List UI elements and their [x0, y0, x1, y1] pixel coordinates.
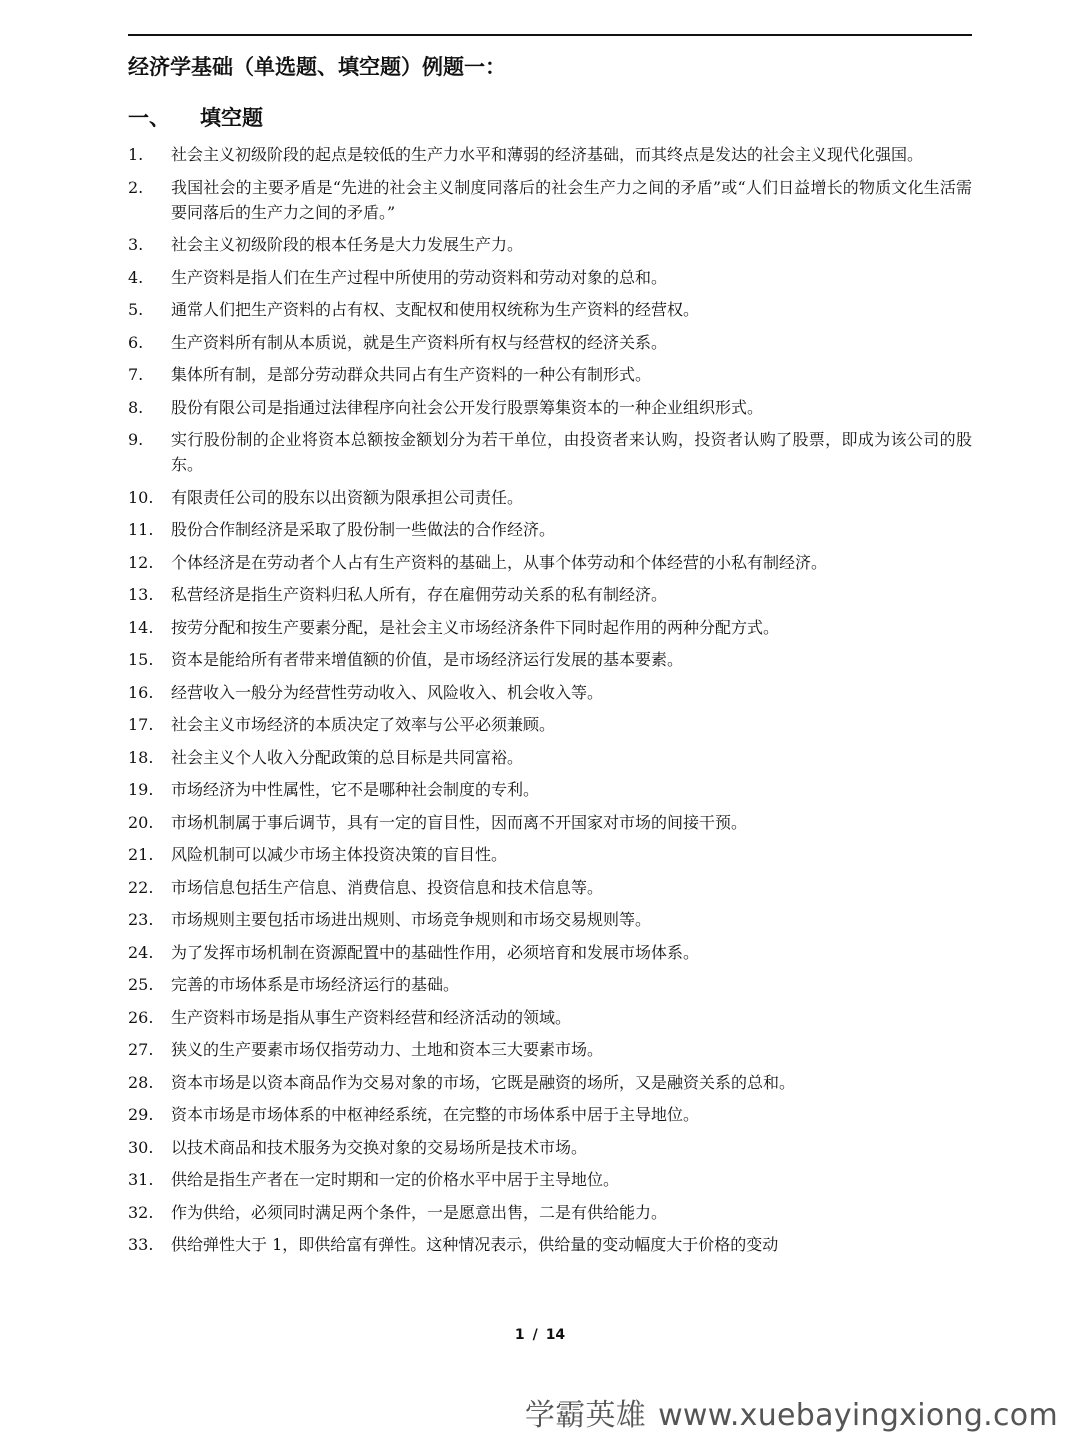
- item-text: 资本是能给所有者带来增值额的价值，是市场经济运行发展的基本要素。: [171, 650, 684, 669]
- list-item: [128, 712, 972, 737]
- item-number: 24.: [128, 942, 154, 962]
- item-text: 个体经济是在劳动者个人占有生产资料的基础上，从事个体劳动和个体经营的小私有制经济。: [171, 552, 828, 572]
- list-item: [128, 842, 972, 867]
- item-number: 10.: [128, 487, 154, 507]
- list-item: [128, 810, 972, 835]
- item-number: 4.: [128, 267, 144, 287]
- item-text: 生产资料是指人们在生产过程中所使用的劳动资料和劳动对象的总和。: [171, 267, 668, 287]
- item-text: 有限责任公司的股东以出资额为限承担公司责任。: [171, 487, 524, 507]
- item-text: 以技术商品和技术服务为交换对象的交易场所是技术市场。: [171, 1137, 588, 1157]
- item-text: 通常人们把生产资料的占有权、支配权和使用权统称为生产资料的经营权。: [171, 300, 700, 319]
- list-item: [128, 777, 972, 802]
- item-number: 8.: [128, 397, 144, 417]
- item-number: 32.: [128, 1202, 154, 1222]
- item-text: 社会主义初级阶段的根本任务是大力发展生产力。: [171, 235, 524, 254]
- question-list: [128, 142, 972, 1265]
- item-text: 市场机制属于事后调节，具有一定的盲目性，因而离不开国家对市场的间接干预。: [171, 812, 748, 832]
- list-item: [128, 745, 972, 770]
- list-item: [128, 1070, 972, 1095]
- item-number: 16.: [128, 682, 154, 702]
- item-text: 社会主义个人收入分配政策的总目标是共同富裕。: [171, 747, 524, 767]
- list-item: [128, 1167, 972, 1192]
- section-title: 填空题: [200, 106, 263, 130]
- item-text: 社会主义市场经济的本质决定了效率与公平必须兼顾。: [171, 715, 556, 734]
- list-item: [128, 875, 972, 900]
- list-item: [128, 1102, 972, 1127]
- list-item: [128, 907, 972, 932]
- item-text: 资本市场是以资本商品作为交易对象的市场，它既是融资的场所，又是融资关系的总和。: [171, 1072, 796, 1092]
- document-title: 经济学基础（单选题、填空题）例题一：: [128, 55, 506, 79]
- brand-url: www.xuebayingxiong.com: [658, 1398, 1058, 1433]
- item-number: 29.: [128, 1105, 154, 1124]
- item-number: 15.: [128, 650, 154, 669]
- list-item: [128, 680, 972, 705]
- item-number: 2.: [128, 177, 144, 197]
- item-number: 18.: [128, 747, 154, 767]
- list-item: [128, 362, 972, 387]
- item-number: 31.: [128, 1170, 154, 1189]
- watermark-brand: [525, 1390, 1058, 1434]
- item-number: 20.: [128, 812, 154, 832]
- item-number: 22.: [128, 877, 154, 897]
- list-item: [128, 330, 972, 355]
- list-item: [128, 395, 972, 420]
- header-rule: [128, 34, 972, 36]
- item-text: 完善的市场体系是市场经济运行的基础。: [171, 975, 460, 994]
- list-item: [128, 232, 972, 257]
- item-number: 28.: [128, 1072, 154, 1092]
- list-item: [128, 297, 972, 322]
- item-text: 我国社会的主要矛盾是“先进的社会主义制度同落后的社会生产力之间的矛盾”或“人们日益增长的物质文化生活需要同落后的生产力之间的矛盾。”: [171, 177, 972, 222]
- list-item: [128, 265, 972, 290]
- list-item: [128, 1200, 972, 1225]
- list-item: [128, 940, 972, 965]
- list-item: [128, 1037, 972, 1062]
- item-text: 风险机制可以减少市场主体投资决策的盲目性。: [171, 845, 508, 864]
- item-number: 3.: [128, 235, 144, 254]
- item-text: 市场规则主要包括市场进出规则、市场竞争规则和市场交易规则等。: [171, 910, 652, 929]
- item-text: 社会主义初级阶段的起点是较低的生产力水平和薄弱的经济基础，而其终点是发达的社会主义现代化强国。: [171, 145, 924, 164]
- item-text: 市场信息包括生产信息、消费信息、投资信息和技术信息等。: [171, 877, 604, 897]
- item-number: 21.: [128, 845, 154, 864]
- item-number: 25.: [128, 975, 154, 994]
- item-number: 14.: [128, 617, 154, 637]
- item-number: 1.: [128, 145, 144, 164]
- item-number: 6.: [128, 332, 144, 352]
- list-item: [128, 550, 972, 575]
- item-text: 市场经济为中性属性，它不是哪种社会制度的专利。: [171, 780, 540, 799]
- page-separator: /: [532, 1327, 538, 1343]
- list-item: [128, 972, 972, 997]
- item-number: 12.: [128, 552, 154, 572]
- list-item: [128, 1005, 972, 1030]
- list-item: [128, 517, 972, 542]
- item-text: 狭义的生产要素市场仅指劳动力、土地和资本三大要素市场。: [171, 1040, 604, 1059]
- list-item: [128, 175, 972, 225]
- list-item: [128, 1232, 972, 1257]
- item-number: 27.: [128, 1040, 154, 1059]
- list-item: [128, 615, 972, 640]
- item-text: 按劳分配和按生产要素分配，是社会主义市场经济条件下同时起作用的两种分配方式。: [171, 617, 780, 637]
- item-text: 实行股份制的企业将资本总额按金额划分为若干单位，由投资者来认购，投资者认购了股票，即成为该公司的股东。: [171, 430, 972, 474]
- item-text: 资本市场是市场体系的中枢神经系统，在完整的市场体系中居于主导地位。: [171, 1105, 700, 1124]
- item-number: 13.: [128, 585, 154, 604]
- item-number: 30.: [128, 1137, 154, 1157]
- item-text: 作为供给，必须同时满足两个条件，一是愿意出售，二是有供给能力。: [171, 1202, 668, 1222]
- item-text: 供给弹性大于 1，即供给富有弹性。这种情况表示，供给量的变动幅度大于价格的变动: [171, 1235, 779, 1254]
- list-item: [128, 647, 972, 672]
- item-text: 生产资料所有制从本质说，就是生产资料所有权与经营权的经济关系。: [171, 332, 668, 352]
- item-text: 股份有限公司是指通过法律程序向社会公开发行股票筹集资本的一种企业组织形式。: [171, 397, 764, 417]
- item-number: 9.: [128, 430, 144, 449]
- item-text: 经营收入一般分为经营性劳动收入、风险收入、机会收入等。: [171, 682, 604, 702]
- item-text: 生产资料市场是指从事生产资料经营和经济活动的领域。: [171, 1007, 572, 1027]
- item-number: 33.: [128, 1235, 154, 1254]
- item-number: 19.: [128, 780, 154, 799]
- section-heading: [128, 104, 263, 132]
- item-number: 7.: [128, 365, 144, 384]
- page-footer: [0, 1327, 1080, 1343]
- item-text: 私营经济是指生产资料归私人所有，存在雇佣劳动关系的私有制经济。: [171, 585, 668, 604]
- item-number: 11.: [128, 520, 154, 539]
- list-item: [128, 582, 972, 607]
- item-text: 股份合作制经济是采取了股份制一些做法的合作经济。: [171, 520, 556, 539]
- item-text: 为了发挥市场机制在资源配置中的基础性作用，必须培育和发展市场体系。: [171, 942, 700, 962]
- item-text: 供给是指生产者在一定时期和一定的价格水平中居于主导地位。: [171, 1170, 620, 1189]
- item-text: 集体所有制，是部分劳动群众共同占有生产资料的一种公有制形式。: [171, 365, 652, 384]
- list-item: [128, 1135, 972, 1160]
- item-number: 26.: [128, 1007, 154, 1027]
- list-item: [128, 485, 972, 510]
- page-total: 14: [545, 1327, 566, 1343]
- item-number: 17.: [128, 715, 154, 734]
- brand-name: 学霸英雄: [524, 1398, 647, 1433]
- list-item: [128, 142, 972, 167]
- item-number: 23.: [128, 910, 154, 929]
- item-number: 5.: [128, 300, 144, 319]
- page-number: 1: [514, 1327, 525, 1343]
- section-number: 一、: [128, 106, 170, 130]
- list-item: [128, 427, 972, 477]
